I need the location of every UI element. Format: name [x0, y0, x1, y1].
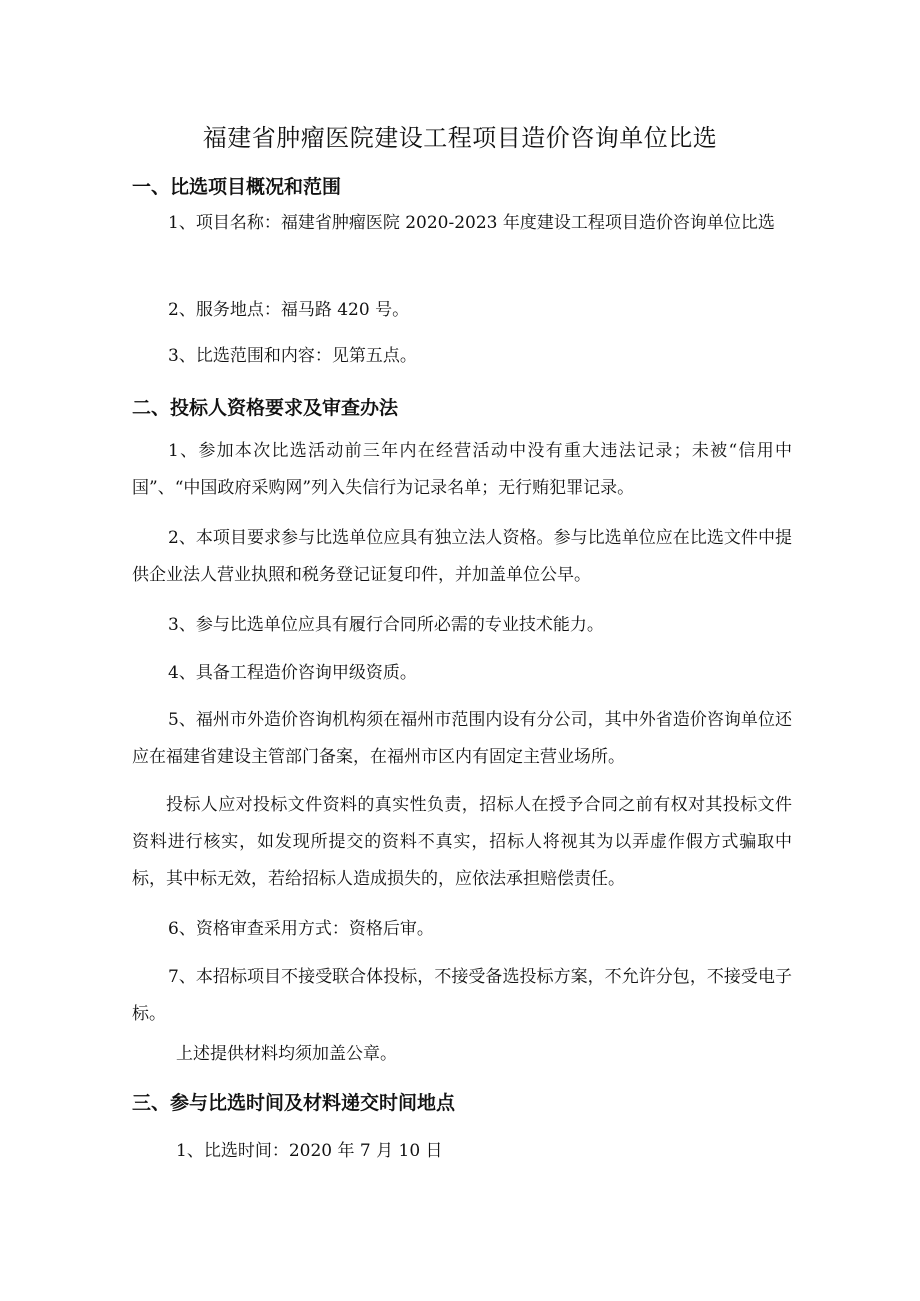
qualification-item-6: 6、资格审查采用方式：资格后审。 — [168, 919, 434, 939]
section-heading-schedule: 三、参与比选时间及材料递交时间地点 — [132, 1092, 456, 1114]
overview-item-service-location: 2、服务地点：福马路 420 号。 — [168, 300, 410, 320]
section-heading-overview: 一、比选项目概况和范围 — [132, 176, 342, 198]
qualification-note-authenticity: 投标人应对投标文件资料的真实性负责，招标人在授予合同之前有权对其投标文件资料进行核实，如发现所提交的资料不真实，招标人将视其为以弄虚作假方式骗取中标，其中标无效，若给招标人造成损失的，应依法承担赔偿责任。 — [132, 795, 792, 889]
qualification-item-3: 3、参与比选单位应具有履行合同所必需的专业技术能力。 — [168, 615, 604, 635]
qualification-item-4: 4、具备工程造价咨询甲级资质。 — [168, 663, 417, 683]
section-heading-qualification: 二、投标人资格要求及审查办法 — [132, 397, 399, 419]
qualification-item-2: 2、本项目要求参与比选单位应具有独立法人资格。参与比选单位应在比选文件中提供企业法人营业执照和税务登记证复印件，并加盖单位公早。 — [132, 528, 792, 585]
document-title: 福建省肿瘤医院建设工程项目造价咨询单位比选 — [202, 124, 718, 152]
overview-item-scope: 3、比选范围和内容：见第五点。 — [168, 346, 417, 366]
qualification-item-7: 7、本招标项目不接受联合体投标，不接受备选投标方案，不允许分包，不接受电子标。 — [132, 967, 792, 1024]
overview-item-project-name: 1、项目名称：福建省肿瘤医院 2020-2023 年度建设工程项目造价咨询单位比选 — [168, 213, 775, 233]
schedule-item-date: 1、比选时间：2020 年 7 月 10 日 — [176, 1141, 443, 1161]
qualification-item-5: 5、福州市外造价咨询机构须在福州市范围内设有分公司，其中外省造价咨询单位还应在福建省建设主管部门备案，在福州市区内有固定主营业场所。 — [132, 710, 792, 767]
qualification-note-seal: 上述提供材料均须加盖公章。 — [176, 1044, 397, 1064]
qualification-item-1: 1、参加本次比选活动前三年内在经营活动中没有重大违法记录；未被“信用中国”、“中国政府采购网”列入失信行为记录名单；无行贿犯罪记录。 — [132, 441, 792, 498]
